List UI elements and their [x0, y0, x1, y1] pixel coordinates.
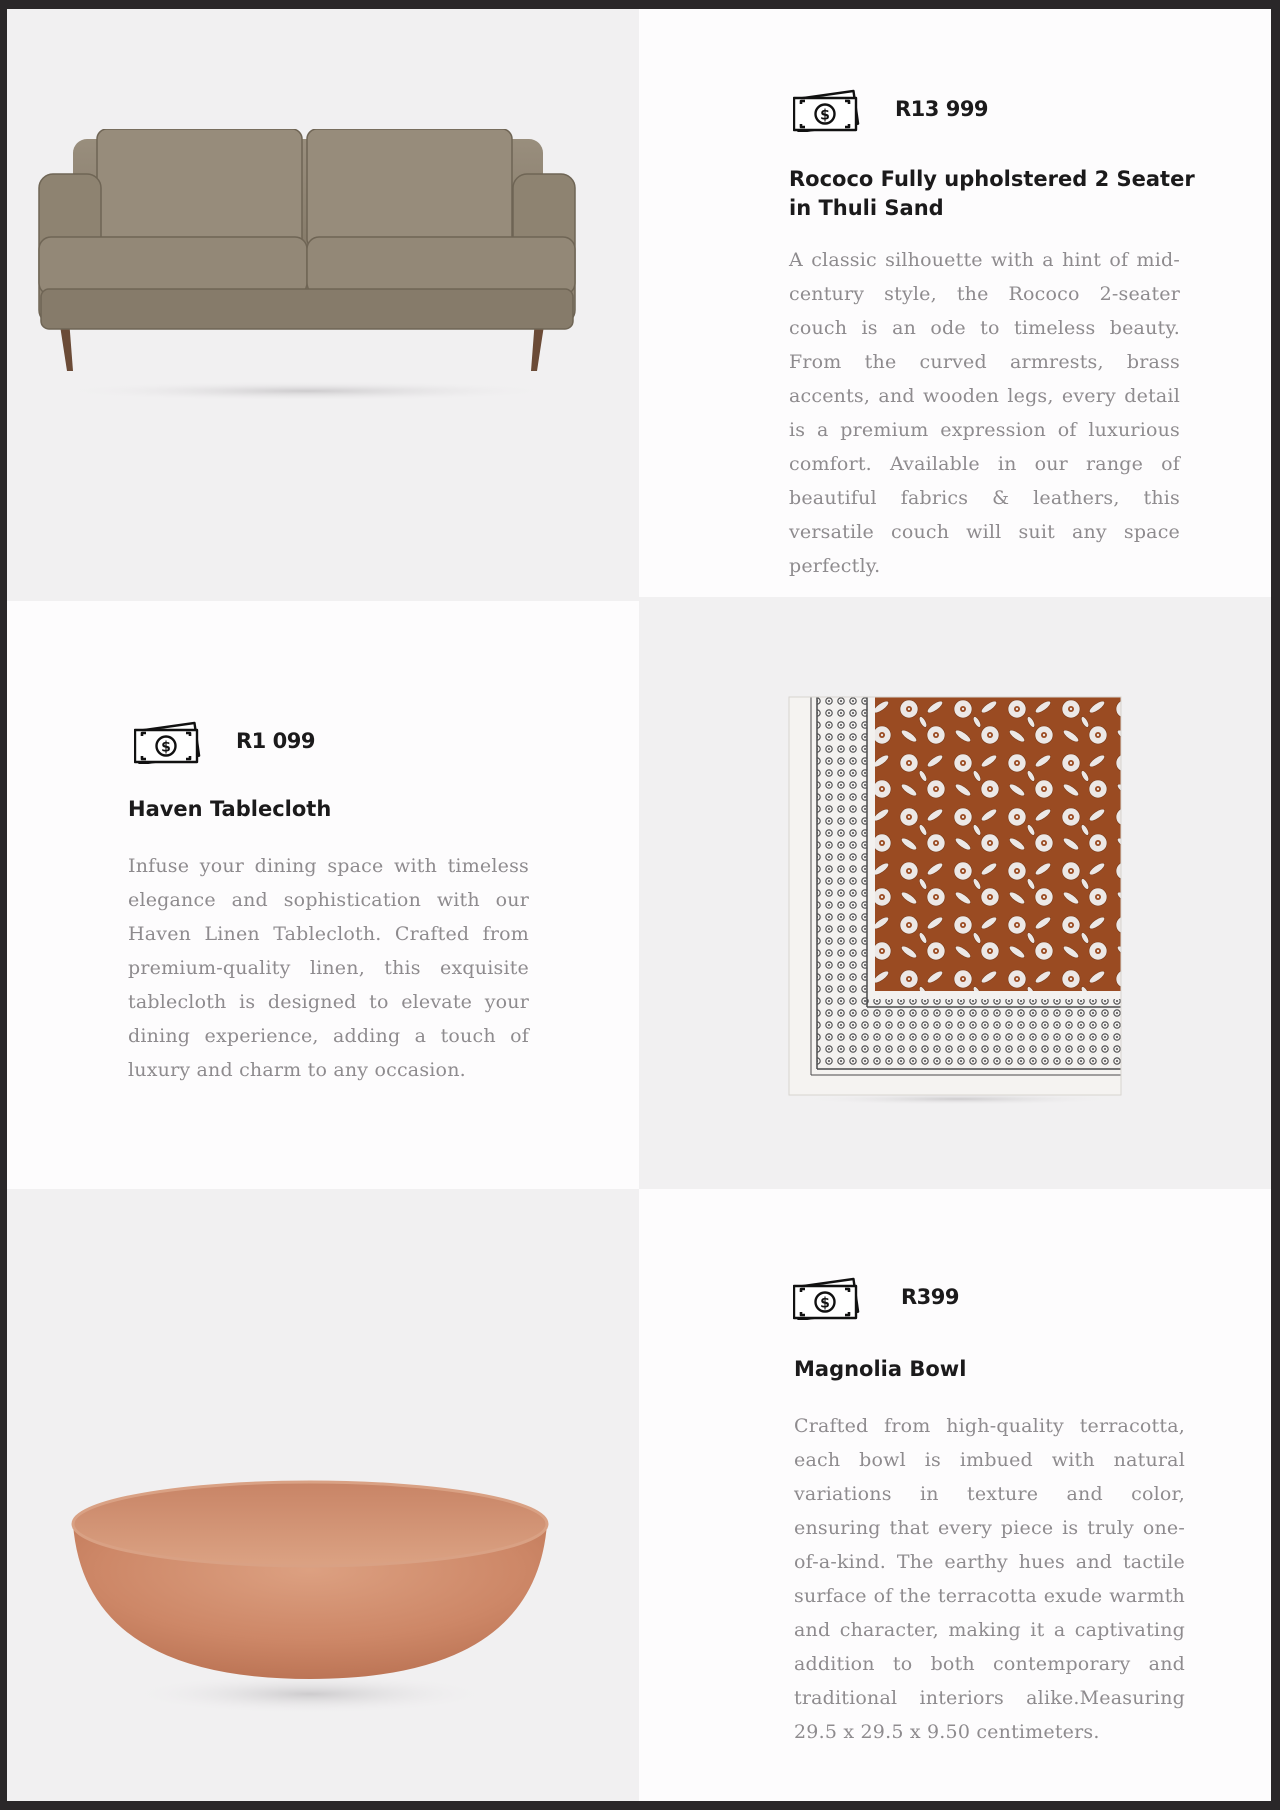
product-description: A classic silhouette with a hint of mid-century style, the Rococo 2-seater couch is an ode to timeless beauty. From the curved armrests, brass accents, and wooden legs, every detail is a premium expression of luxurious comfort. Available in our range of beautiful fabrics & leathers, this versatile couch will suit any space perfectly.: [789, 249, 1180, 577]
product-name: Haven Tablecloth: [128, 797, 332, 821]
money-bill-icon: [793, 1274, 863, 1320]
product-name: Rococo Fully upholstered 2 Seater in Thuli Sand: [789, 167, 1195, 220]
bowl-image: [65, 1474, 555, 1719]
product-card-sofa: [639, 9, 1271, 597]
tablecloth-image: [787, 695, 1129, 1105]
product-description: Infuse your dining space with timeless elegance and sophistication with our Haven Linen Tablecloth. Crafted from premium-quality linen, this exquisite tablecloth is designed to elevate your dining experience, adding a touch of luxury and charm to any occasion.: [128, 855, 529, 1081]
bowl-image-panel: [7, 1189, 639, 1801]
money-bill-icon: [793, 86, 863, 132]
catalogue-page: [7, 9, 1271, 1801]
product-name: Magnolia Bowl: [794, 1357, 967, 1381]
sofa-image-panel: [7, 9, 639, 601]
product-description: Crafted from high-quality terracotta, each bowl is imbued with natural variations in texture and color, ensuring that every piece is truly one-of-a-kind. The earthy hues and tactile surface of the terracotta exude warmth and character, making it a captivating addition to both contemporary and traditional interiors alike.Measuring 29.5 x 29.5 x 9.50 centimeters.: [794, 1415, 1185, 1743]
product-price: R399: [901, 1285, 960, 1309]
sofa-image: [37, 129, 577, 399]
product-price: R13 999: [895, 97, 989, 121]
tablecloth-image-panel: [639, 597, 1271, 1189]
product-card-bowl: [639, 1189, 1271, 1801]
money-bill-icon: [134, 718, 204, 764]
product-card-tablecloth: [7, 601, 639, 1189]
product-price: R1 099: [236, 729, 315, 753]
